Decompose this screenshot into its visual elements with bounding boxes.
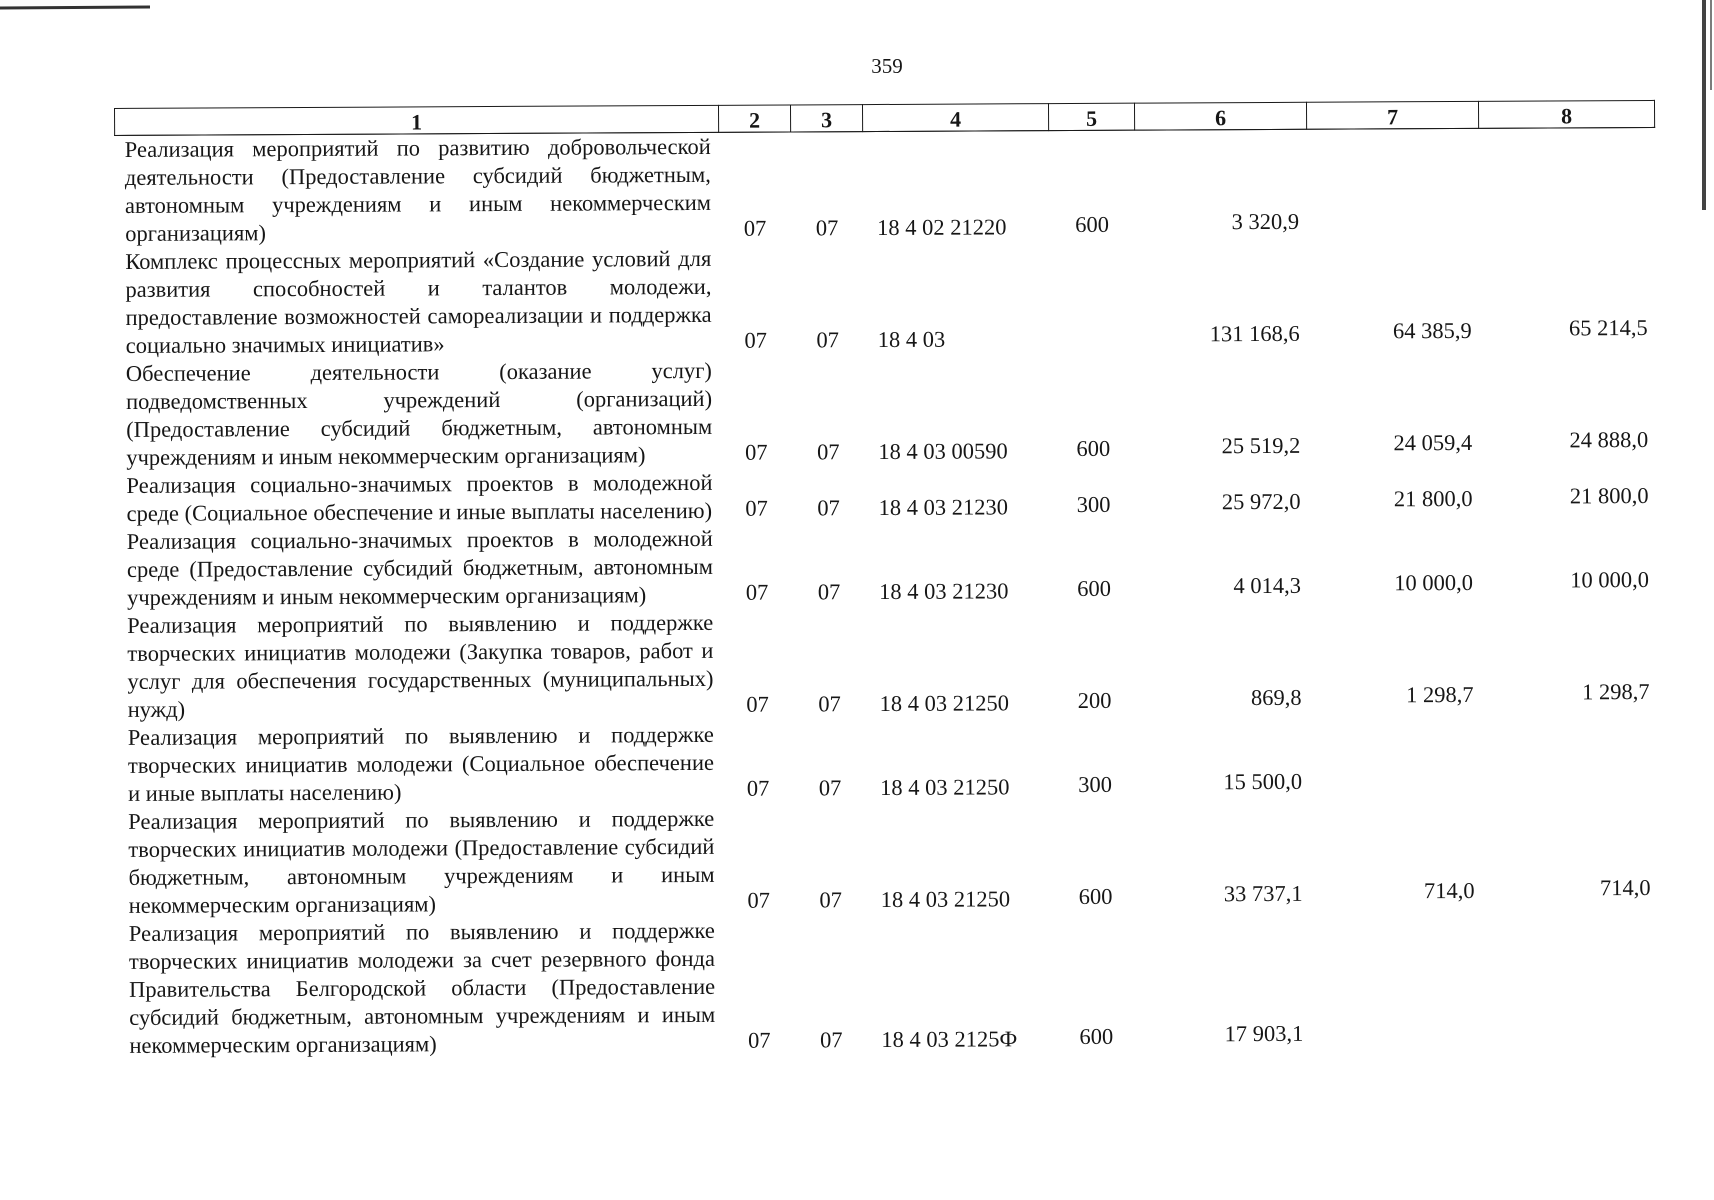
row-target-article: 18 4 03 21230 — [878, 578, 1009, 605]
row-amount-col6: 131 168,6 — [1209, 320, 1300, 347]
row-amount-col8: 1 298,7 — [1582, 678, 1650, 705]
column-header-2: 2 — [718, 105, 790, 132]
column-header-4: 4 — [862, 104, 1048, 132]
row-description: Реализация мероприятий по выявлению и поддержке творческих инициатив молодежи (Предоставление субсидий бюджетным, автономным учреждениям и иным некоммерческим организациям) — [128, 805, 715, 918]
row-amount-col7: 24 059,4 — [1393, 429, 1473, 456]
row-expense-type: 300 — [1076, 491, 1111, 517]
row-amount-col7: 21 800,0 — [1393, 485, 1473, 512]
row-amount-col7: 10 000,0 — [1394, 569, 1474, 596]
row-amount-col6: 869,8 — [1250, 684, 1302, 711]
scan-artifact-right — [1702, 0, 1706, 210]
row-subsection-code: 07 — [816, 439, 840, 465]
row-subsection-code: 07 — [816, 327, 840, 353]
column-header-6: 6 — [1134, 102, 1306, 130]
row-amount-col8: 24 888,0 — [1569, 426, 1649, 453]
row-subsection-code: 07 — [819, 887, 842, 913]
row-amount-col7 — [1311, 913, 1484, 1054]
row-section-code: 07 — [747, 887, 770, 913]
row-expense-type: 600 — [1075, 211, 1110, 237]
row-amount-col7: 64 385,9 — [1392, 317, 1472, 344]
row-description: Реализация социально-значимых проектов в молодежной среде (Социальное обеспечение и иные выплаты населению) — [126, 469, 713, 526]
row-amount-col6: 15 500,0 — [1223, 768, 1303, 795]
row-description: Реализация мероприятий по развитию добровольческой деятельности (Предоставление субсидий бюджетным, автономным учреждениям и иным некоммерческим организациям) — [124, 133, 712, 246]
row-target-article: 18 4 03 21250 — [880, 774, 1010, 800]
row-amount-col6: 17 903,1 — [1224, 1020, 1304, 1047]
column-header-3: 3 — [790, 105, 862, 132]
row-amount-col7 — [1307, 128, 1480, 241]
row-amount-col8 — [1483, 912, 1660, 1053]
row-amount-col7: 1 298,7 — [1406, 681, 1474, 708]
row-expense-type: 600 — [1079, 1023, 1114, 1049]
row-description: Комплекс процессных мероприятий «Создание условий для развития способностей и талантов молодежи, предоставление возможностей самореализации и поддержка социально значимых инициатив» — [125, 245, 712, 358]
table-row — [115, 240, 1656, 360]
row-subsection-code: 07 — [820, 1027, 843, 1053]
row-description: Реализация мероприятий по выявлению и поддержке творческих инициатив молодежи (Закупка товаров, работ и услуг для обеспечения государственных (муниципальных) нужд) — [127, 609, 714, 722]
row-section-code: 07 — [745, 579, 769, 605]
row-target-article: 18 4 03 21250 — [879, 690, 1010, 716]
row-section-code: 07 — [748, 1027, 771, 1053]
row-target-article: 18 4 03 21230 — [878, 494, 1009, 521]
column-header-5: 5 — [1048, 103, 1134, 130]
row-description: Обеспечение деятельности (оказание услуг) подведомственных учреждений (организаций) (Предоставление субсидий бюджетным, автономным учреждениям и иным некоммерческим организациям) — [125, 357, 713, 470]
row-description: Реализация мероприятий по выявлению и поддержке творческих инициатив молодежи за счет резервного фонда Правительства Белгородской области (Предоставление субсидий бюджетным, автономным учреждениям и иным некоммерческим организациям) — [128, 917, 716, 1058]
table-row — [117, 604, 1658, 724]
row-amount-col8: 21 800,0 — [1569, 482, 1649, 509]
row-target-article: 18 4 02 21220 — [877, 214, 1007, 241]
row-amount-col6: 4 014,3 — [1233, 572, 1302, 599]
table-row — [117, 520, 1657, 612]
row-expense-type — [1049, 243, 1136, 355]
table-row — [116, 352, 1657, 472]
table-row — [118, 800, 1659, 920]
row-subsection-code: 07 — [817, 495, 840, 521]
row-subsection-code: 07 — [817, 579, 841, 605]
row-expense-type: 300 — [1078, 771, 1112, 797]
row-target-article: 18 4 03 — [877, 326, 946, 353]
row-section-code: 07 — [746, 691, 769, 717]
row-expense-type: 200 — [1077, 687, 1112, 713]
row-amount-col6: 25 519,2 — [1221, 432, 1301, 459]
budget-table — [114, 100, 1660, 1060]
row-section-code: 07 — [746, 775, 770, 801]
row-amount-col6: 33 737,1 — [1223, 880, 1303, 907]
table-row — [116, 464, 1656, 528]
row-section-code: 07 — [745, 495, 768, 521]
column-header-7: 7 — [1306, 101, 1478, 129]
row-amount-col8 — [1482, 716, 1658, 801]
row-subsection-code: 07 — [815, 215, 839, 241]
row-amount-col8 — [1479, 127, 1656, 240]
row-amount-col6: 3 320,9 — [1231, 208, 1300, 235]
row-expense-type: 600 — [1077, 575, 1111, 601]
row-subsection-code: 07 — [818, 691, 841, 717]
page-number: 359 — [871, 54, 903, 78]
scan-artifact-top — [0, 5, 150, 9]
column-header-8: 8 — [1478, 100, 1654, 128]
row-description: Реализация социально-значимых проектов в молодежной среде (Предоставление субсидий бюджетным, автономным учреждениям и иным некоммерческим организациям) — [126, 525, 713, 610]
table-row — [119, 912, 1660, 1060]
row-target-article: 18 4 03 21250 — [880, 886, 1011, 912]
row-expense-type: 600 — [1078, 883, 1113, 909]
row-amount-col8: 714,0 — [1599, 874, 1651, 901]
row-amount-col7 — [1310, 717, 1482, 802]
table-row — [115, 127, 1656, 248]
row-subsection-code: 07 — [818, 775, 842, 801]
row-amount-col8: 65 214,5 — [1568, 314, 1648, 341]
budget-table-wrapper — [114, 100, 1659, 1060]
row-amount-col8: 10 000,0 — [1570, 566, 1650, 593]
row-target-article: 18 4 03 2125Ф — [881, 1026, 1018, 1052]
row-description: Реализация мероприятий по выявлению и поддержке творческих инициатив молодежи (Социальное обеспечение и иные выплаты населению) — [127, 721, 714, 806]
row-amount-col6: 25 972,0 — [1221, 488, 1301, 515]
row-section-code: 07 — [744, 439, 768, 465]
row-section-code: 07 — [744, 327, 768, 353]
row-expense-type: 600 — [1076, 435, 1111, 461]
row-section-code: 07 — [743, 215, 767, 241]
row-target-article: 18 4 03 00590 — [878, 438, 1008, 465]
row-amount-col7: 714,0 — [1423, 877, 1475, 904]
column-header-1: 1 — [115, 105, 719, 135]
table-row — [118, 716, 1658, 808]
